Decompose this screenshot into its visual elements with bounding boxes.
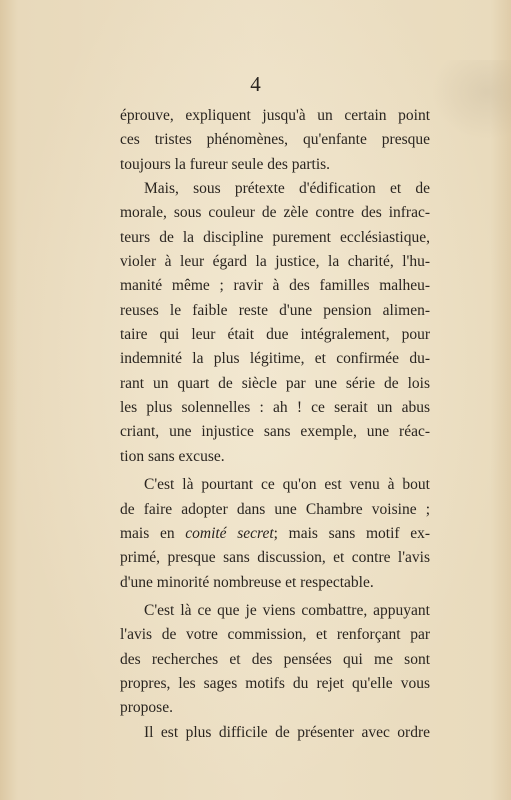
paragraph-3 <box>120 473 430 595</box>
text-line: Il est plus difficile de présenter avec ordre <box>144 723 430 741</box>
text-line: criant, une injustice sans exemple, une réac- <box>120 423 430 441</box>
paragraph-2 <box>120 177 430 469</box>
text-line: éprouve, expliquent jusqu'à un certain point <box>120 107 430 124</box>
text-line: propose. <box>120 699 173 717</box>
text-line: manité même ; ravir à des familles malheu- <box>120 277 430 295</box>
text-line: taire qui leur était due intégralement, pour <box>120 326 430 344</box>
text-line: C'est là ce que je viens combattre, appuyant <box>144 601 430 619</box>
text-line: toujours la fureur seule des partis. <box>120 155 331 173</box>
text-line: morale, sous couleur de zèle contre des infrac- <box>120 204 430 222</box>
text-line: violer à leur égard la justice, la charité, l'hu- <box>120 253 430 271</box>
text-line: C'est là pourtant ce qu'on est venu à bout <box>144 476 430 494</box>
text-line: ces tristes phénomènes, qu'enfante presque <box>120 131 430 149</box>
text-line: de faire adopter dans une Chambre voisine ; <box>120 500 430 518</box>
text-line: indemnité la plus légitime, et confirmée du- <box>120 350 430 368</box>
body-text <box>120 104 430 745</box>
text-line: d'une minorité nombreuse et respectable. <box>120 573 374 591</box>
text-line-mixed <box>120 522 430 546</box>
text-line: propres, les sages motifs du rejet qu'elle vous <box>120 674 430 692</box>
paragraph-1 <box>120 104 430 177</box>
text-line: reuses le faible reste d'une pension alimen- <box>120 301 430 319</box>
text-line: teurs de la discipline purement ecclésiastique, <box>120 228 430 246</box>
paragraph-5 <box>120 721 430 745</box>
page-number: 4 <box>250 72 261 96</box>
text-line: les plus solennelles : ah ! ce serait un abus <box>120 399 430 417</box>
text-line: primé, presque sans discussion, et contre l'avis <box>120 549 430 567</box>
text-line: Mais, sous prétexte d'édification et de <box>144 180 430 198</box>
text-segment: mais en <box>120 524 186 542</box>
text-line: l'avis de votre commission, et renforçant par <box>120 626 430 644</box>
text-line: tion sans excuse. <box>120 447 225 465</box>
paragraph-4 <box>120 599 430 721</box>
text-segment: ; mais sans motif ex- <box>273 524 430 542</box>
text-line: des recherches et des pensées qui me sont <box>120 650 430 668</box>
italic-emphasis: comité secret <box>185 524 274 542</box>
text-line: rant un quart de siècle par une série de lois <box>120 374 430 392</box>
